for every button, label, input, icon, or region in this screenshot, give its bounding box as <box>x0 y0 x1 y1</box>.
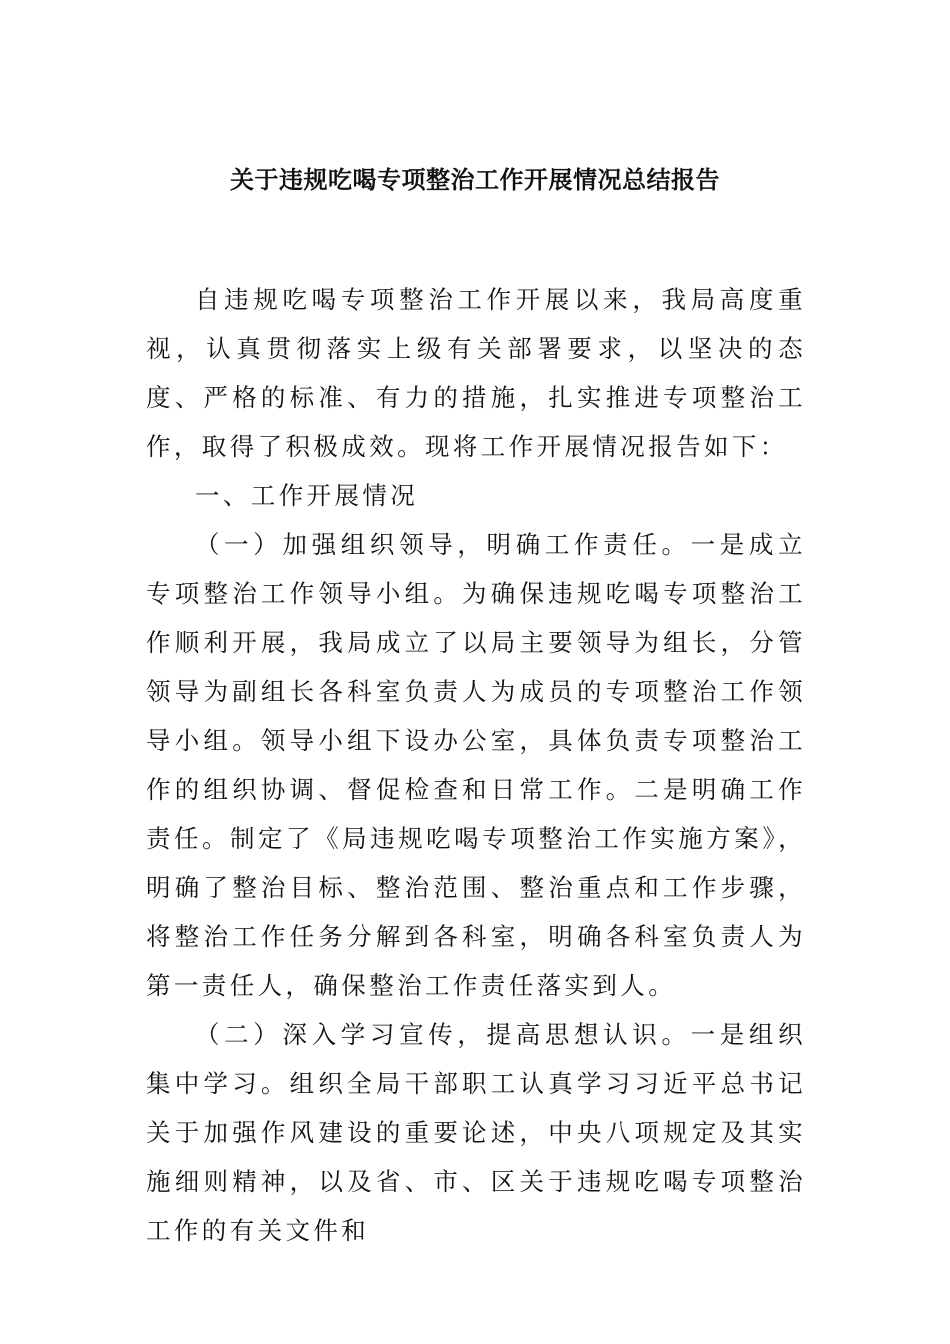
document-title: 关于违规吃喝专项整治工作开展情况总结报告 <box>230 166 720 194</box>
subsection-paragraph-1: （一）加强组织领导，明确工作责任。一是成立专项整治工作领导小组。为确保违规吃喝专项整治工作顺利开展，我局成立了以局主要领导为组长，分管领导为副组长各科室负责人为成员的专项整治工作领导小组。领导小组下设办公室，具体负责专项整治工作的组织协调、督促检查和日常工作。二是明确工作责任。制定了《局违规吃喝专项整治工作实施方案》，明确了整治目标、整治范围、整治重点和工作步骤，将整治工作任务分解到各科室，明确各科室负责人为第一责任人，确保整治工作责任落实到人。 <box>146 530 806 1000</box>
document-body <box>146 275 806 1255</box>
subsection-paragraph-2: （二）深入学习宣传，提高思想认识。一是组织集中学习。组织全局干部职工认真学习习近平总书记关于加强作风建设的重要论述，中央八项规定及其实施细则精神，以及省、市、区关于违规吃喝专项整治工作的有关文件和 <box>146 1020 806 1245</box>
intro-paragraph: 自违规吃喝专项整治工作开展以来，我局高度重视，认真贯彻落实上级有关部署要求，以坚决的态度、严格的标准、有力的措施，扎实推进专项整治工作，取得了积极成效。现将工作开展情况报告如下： <box>146 285 806 461</box>
section-heading-1: 一、工作开展情况 <box>195 481 419 510</box>
